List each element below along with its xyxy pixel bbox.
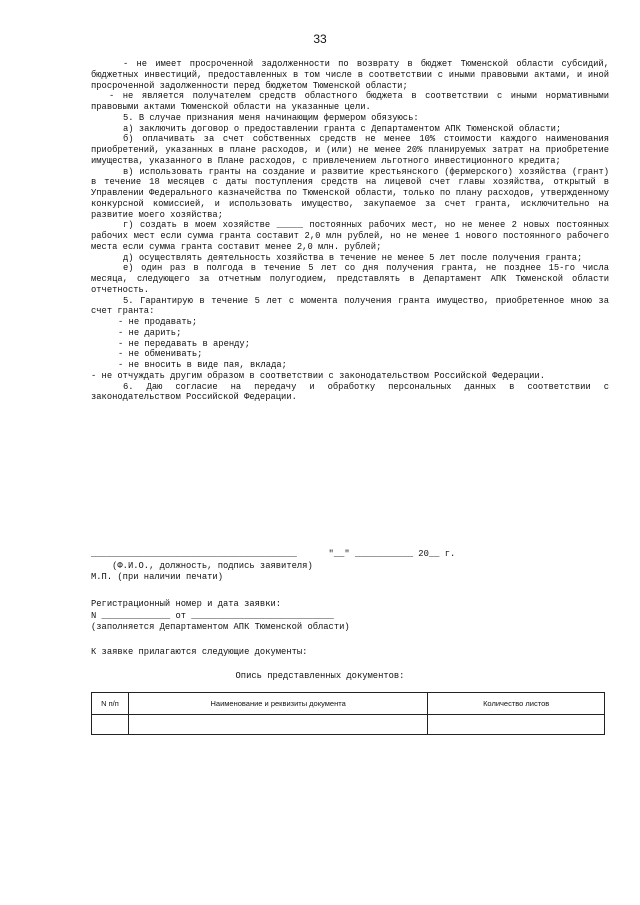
registration-label: Регистрационный номер и дата заявки: [91,599,282,609]
inventory-header-number: N п/п [92,693,129,715]
paragraph-no-debt: - не имеет просроченной задолженности по возврату в бюджет Тюменской области субсидий, бюджетных инвестиций, предоставленных в том числе в соответствии с иными правовыми актами, и иной просроченной задолженности перед бюджетом Тюменской области; [91,59,615,91]
inventory-cell [128,715,427,735]
guarantee-item: - не обменивать; [118,349,203,360]
guarantee-item: - не вносить в виде пая, вклада; [118,360,287,370]
guarantee-item: - не дарить; [118,327,182,338]
signature-caption: (Ф.И.О., должность, подпись заявителя) [91,561,313,571]
registration-note: (заполняется Департаментом АПК Тюменской области) [91,622,350,632]
stamp-note: М.П. (при наличии печати) [91,572,223,582]
inventory-header-row [92,693,605,715]
inventory-header-document: Наименование и реквизиты документа [128,693,427,715]
attachments-note: К заявке прилагаются следующие документы: [91,647,308,657]
obligation-b: б) оплачивать за счет собственных средств не менее 10% стоимости каждого наименования приобретений, указанных в плане расходов, и (или) не менее 20% планируемых затрат на приобретение имущества, указанного в Плане расходов, с привлечением льготного инвестиционного кредита; [91,134,615,166]
paragraph-guarantee: 5. Гарантирую в течение 5 лет с момента получения гранта имущество, приобретенное мною за счет гранта: [91,295,615,317]
table-row [92,715,605,735]
obligation-e: е) один раз в полгода в течение 5 лет со дня получения гранта, не позднее 15-го числа месяца, следующего за отчетным полугодием, представлять в Департамент АПК Тюменской области отчетность. [91,263,615,295]
paragraph-not-recipient: - не является получателем средств областного бюджета в соответствии с иными нормативными правовыми актами Тюменской области на указанные цели. [91,91,615,112]
paragraph-obligations-intro: 5. В случае признания меня начинающим фермером обязуюсь: [123,112,419,123]
paragraph-consent: 6. Даю согласие на передачу и обработку персональных данных в соответствии с законодательством Российской Федерации. [91,381,615,403]
guarantee-item: - не продавать; [118,317,198,327]
inventory-cell [428,715,605,735]
inventory-title: Опись представленных документов: [235,671,405,681]
inventory-header-sheets: Количество листов [428,693,605,715]
obligation-g: г) создать в моем хозяйстве _____ постоянных рабочих мест, но не менее 2 новых постоянных рабочих мест если сумма гранта составит 2,0 млн рублей, но не менее 1 нового постоянного рабочего места если сумма гранта составит менее 2,0 млн. рублей; [91,220,615,252]
application-body [91,59,615,403]
inventory-cell [92,715,129,735]
inventory-table [91,692,605,735]
page-number: 33 [313,32,327,46]
obligation-d: д) осуществлять деятельность хозяйства в течение не менее 5 лет после получения гранта; [123,252,583,263]
obligation-a: а) заключить договор о предоставлении гранта с Департаментом АПК Тюменской области; [123,123,562,134]
guarantee-item: - не передавать в аренду; [118,338,250,349]
guarantee-item-alienation: - не отчуждать другим образом в соответствии с законодательством Российской Федерации. [91,370,545,381]
registration-number-line: N _____________ от ___________________________ [91,611,334,621]
obligation-v: в) использовать гранты на создание и развитие крестьянского (фермерского) хозяйства (грант) в течение 18 месяцев с даты поступления средств на лицевой счет главы хозяйства, открытый в Управлении Федерального казначейства по Тюменской области, только по плану расходов, утвержденному конкурсной комиссией, и использовать имущество, закупаемое за счет гранта, исключительно на развитие моего хозяйства; [91,166,615,220]
signature-line: _______________________________________ "__" ___________ 20__ г. [91,549,456,559]
